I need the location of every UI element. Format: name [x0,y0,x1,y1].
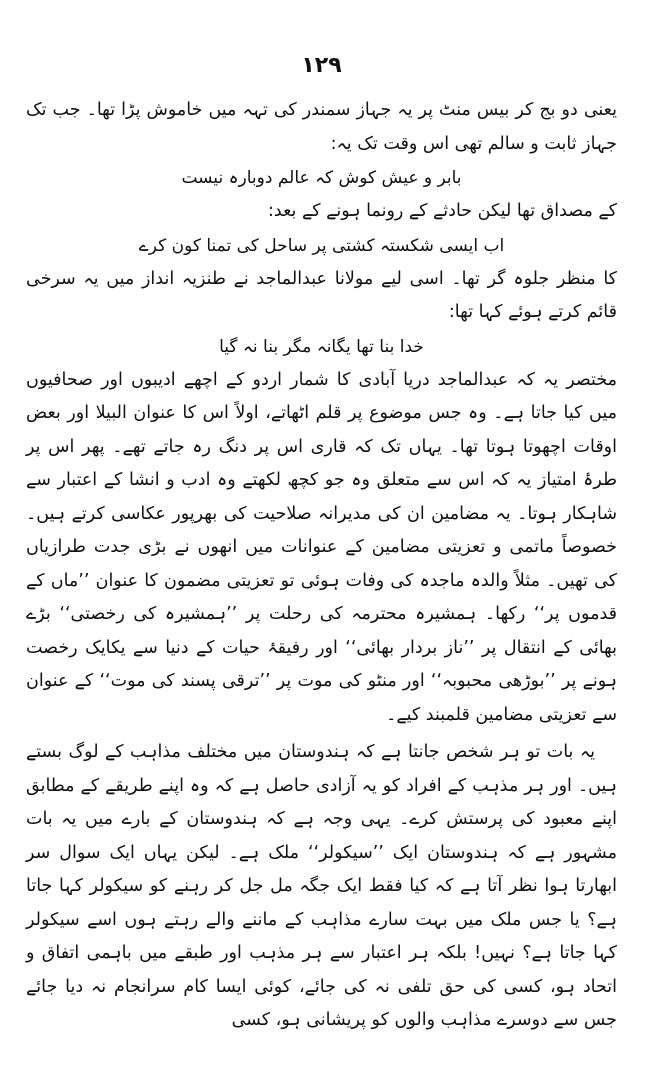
paragraph-4: مختصر یہ کہ عبدالماجد دریا آبادی کا شمار اردو کے اچھے ادیبوں اور صحافیوں میں کیا جاتا ہے۔ وہ جس موضوع پر قلم اٹھاتے، اولاً اس کا عنوان البیلا اور بعض اوقات اچھوتا ہوتا تھا۔ یہاں تک کہ قاری اس پر دنگ رہ جاتے تھے۔ پھر اس پر طرۂ امتیاز یہ کہ اس سے متعلق وہ جو کچھ لکھتے وہ ادب و انشا کے اعتبار سے شاہکار ہوتا۔ یہ مضامین ان کی مدیرانہ صلاحیت کی بھرپور عکاسی کرتے ہیں۔ خصوصاً ماتمی و تعزیتی مضامین کے عنوانات میں انھوں نے بڑی جدت طرازیاں کی تھیں۔ مثلاً والدہ ماجدہ کی وفات ہوئی تو تعزیتی مضمون کا عنوان ’’ماں کے قدموں پر‘‘ رکھا۔ ہمشیرہ محترمہ کی رحلت پر ’’ہمشیرہ کی رخصتی‘‘ بڑے بھائی کے انتقال پر ’’ناز بردار بھائی‘‘ اور رفیقۂ حیات کے دنیا سے یکایک رخصت ہونے پر ’’بوڑھی محبوبہ‘‘ اور منٹو کی موت پر ’’ترقی پسند کی موت‘‘ کے عنوان سے تعزیتی مضامین قلمبند کیے۔ [26,369,617,725]
paragraph-1: یعنی دو بج کر بیس منٹ پر یہ جہاز سمندر کی تہہ میں خاموش پڑا تھا۔ جب تک جہاز ثابت و سالم تھی اس وقت تک یہ: [26,100,617,154]
paragraph-5: یہ بات تو ہر شخص جانتا ہے کہ ہندوستان میں مختلف مذاہب کے لوگ بستے ہیں۔ اور ہر مذہب کے افراد کو یہ آزادی حاصل ہے کہ وہ اپنے طریقے کے مطابق اپنے معبود کی پرستش کرے۔ یہی وجہ ہے کہ ہندوستان کے بارے میں یہ بات مشہور ہے کہ ہندوستان ایک ’’سیکولر‘‘ ملک ہے۔ لیکن یہاں ایک سوال سر ابھارتا ہوا نظر آتا ہے کہ کیا فقط ایک جگہ مل جل کر رہنے کو سیکولر کہا جاتا ہے؟ یا جس ملک میں بہت سارے مذاہب کے ماننے والے رہتے ہوں اسے سیکولر کہا جاتا ہے؟ نہیں! بلکہ ہر اعتبار سے ہر مذہب اور طبقے میں باہمی اتفاق و اتحاد ہو، کسی کی حق تلفی نہ کی جائے، کوئی ایسا کام سرانجام نہ دیا جائے جس سے دوسرے مذاہب والوں کو پریشانی ہو، کسی [26,742,617,1030]
verse-1: بابر و عیش کوش کہ عالم دوبارہ نیست [181,168,462,188]
paragraph-3: کا منظر جلوہ گر تھا۔ اسی لیے مولانا عبدالماجد نے طنزیہ انداز میں یہ سرخی قائم کرتے ہوئے کہا تھا: [26,268,617,322]
verse-3: خدا بنا تھا یگانہ مگر بنا نہ گیا [219,336,424,357]
page-number: ١٢٩ [301,53,342,78]
paragraph-2: کے مصداق تھا لیکن حادثے کے رونما ہونے کے بعد: [268,201,617,221]
verse-2: اب ایسی شکستہ کشتی پر ساحل کی تمنا کون کرے [138,235,505,256]
